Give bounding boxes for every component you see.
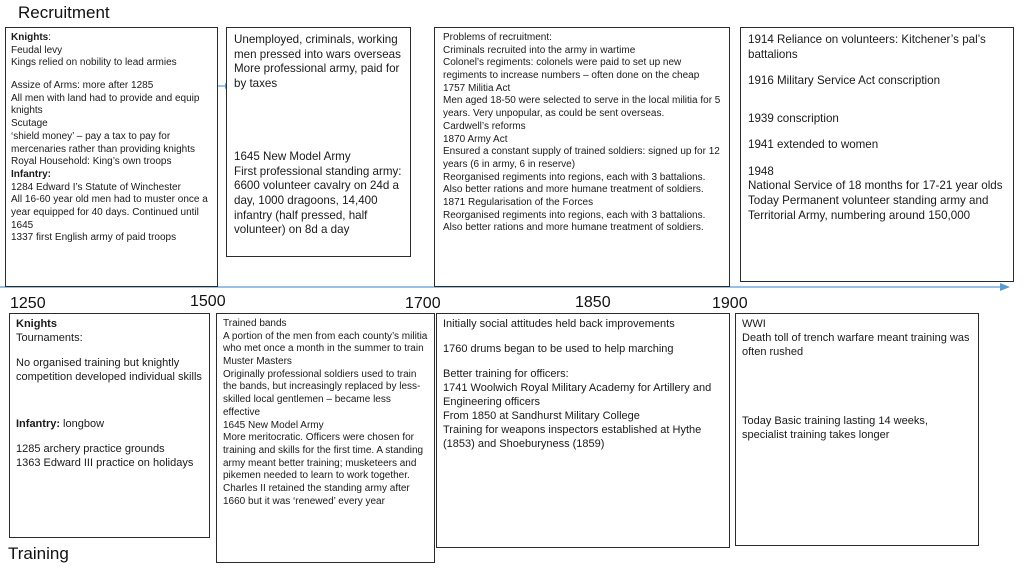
text-line: 1757 Militia Act xyxy=(443,82,511,94)
text-line: Men aged 18-50 were selected to serve in the local militia for 5 years. Very unpopular, as could be sent overseas. xyxy=(443,95,721,120)
text-line: 1914 Reliance on volunteers: Kitchener’s pal’s battalions xyxy=(748,33,986,61)
text-line: Initially social attitudes held back improvements xyxy=(443,318,675,330)
text-line: ‘shield money’ – pay a tax to pay for mercenaries rather than providing knights xyxy=(11,130,195,155)
text-line: First professional standing army: 6600 volunteer cavalry on 24d a day, 1000 dragoons, 14,400 infantry (half pressed, half volunteer) on 8d a day xyxy=(234,164,402,237)
text-line: 1285 archery practice grounds xyxy=(16,442,165,455)
text-line: Tournaments: xyxy=(16,331,83,344)
text-line: Better training for officers: xyxy=(443,367,569,380)
year-label-1850: 1850 xyxy=(575,294,611,311)
text-line: From 1850 at Sandhurst Military College xyxy=(443,409,640,422)
text-line: Trained bands xyxy=(223,318,287,329)
text-line: 1645 New Model Army xyxy=(234,149,351,163)
recruitment-box-medieval: Knights: Feudal levy Kings relied on nobility to lead armies Assize of Arms: more after 1285 All men with land had to provide and equip knights Scutage ‘shield money’ – pay a tax to pay for mercenaries rather than providing knights Royal Household: King’s own troops Infantry: 1284 Edward I’s Statute of Winchester All 16-60 year old men had to muster once a year equipped for 40 days. Continued until 1645 1337 first English army of paid troops xyxy=(5,27,218,287)
text-line: Problems of recruitment: xyxy=(443,32,552,43)
year-label-1500: 1500 xyxy=(190,293,226,310)
knights-heading: Knights xyxy=(11,32,49,43)
training-title: Training xyxy=(8,544,69,563)
text-line: 1337 first English army of paid troops xyxy=(11,232,177,244)
year-label-1900: 1900 xyxy=(712,295,748,312)
recruitment-box-modern xyxy=(740,27,1014,282)
text-line: 1284 Edward I’s Statute of Winchester xyxy=(11,181,181,193)
text-line: Death toll of trench warfare meant training was often rushed xyxy=(742,331,970,358)
infantry-heading: Infantry: xyxy=(11,168,51,180)
training-box-medieval: Knights Tournaments: No organised training but knightly competition developed individual skills Infantry: longbow 1285 archery practice grounds 1363 Edward III practice on holidays xyxy=(9,313,210,538)
text-line: Colonel’s regiments: colonels were paid to set up new regiments to increase numbers – often done on the cheap xyxy=(443,57,700,82)
text-line: 1939 conscription xyxy=(748,111,839,125)
text-line: WWI xyxy=(742,318,766,330)
text-line: Muster Masters xyxy=(223,356,292,368)
text-line: Reorganised regiments into regions, each with 3 battalions. Also better rations and more humane treatment of soldiers. xyxy=(443,209,706,234)
training-box-1500-1700 xyxy=(216,313,435,563)
text-line: Scutage xyxy=(11,118,48,130)
infantry-heading: Infantry: xyxy=(16,417,60,430)
knights-heading: Knights xyxy=(16,318,57,330)
text-line: No organised training but knightly competition developed individual skills xyxy=(16,356,202,383)
text-line: Ensured a constant supply of trained soldiers: signed up for 12 years (6 in army, 6 in reserve) xyxy=(443,146,720,170)
text-line: Royal Household: King’s own troops xyxy=(11,156,172,168)
timeline-arrowhead xyxy=(1000,283,1010,291)
text-line: Assize of Arms: more after 1285 xyxy=(11,80,154,92)
training-box-modern xyxy=(735,313,979,546)
text-line: Kings relied on nobility to lead armies xyxy=(11,57,177,69)
text-line: Today Permanent volunteer standing army and Territorial Army, numbering around 150,000 xyxy=(748,194,989,222)
text-line: 1760 drums began to be used to help marching xyxy=(443,342,674,355)
text-line: Criminals recruited into the army in wartime xyxy=(443,44,636,56)
training-box-1700-1900 xyxy=(436,313,730,548)
year-label-1250: 1250 xyxy=(10,295,46,312)
text-line: 1941 extended to women xyxy=(748,138,879,152)
text-line: 1645 New Model Army xyxy=(223,419,324,431)
text-line: 1871 Regularisation of the Forces xyxy=(443,196,594,208)
text-line: 1870 Army Act xyxy=(443,133,508,145)
text-line: A portion of the men from each county’s militia who met once a month in the summer to train xyxy=(223,330,428,355)
text-line: 1916 Military Service Act conscription xyxy=(748,74,941,88)
text-line: Charles II retained the standing army after 1660 but it was ‘renewed’ every year xyxy=(223,482,410,507)
text-line: National Service of 18 months for 17-21 year olds xyxy=(748,179,1003,193)
text-line: Today Basic training lasting 14 weeks, specialist training takes longer xyxy=(742,414,928,441)
text-line: Unemployed, criminals, working men pressed into wars overseas xyxy=(234,33,401,61)
text-line: Originally professional soldiers used to train the bands, but increasingly replaced by less-skilled local gentlemen – became less effective xyxy=(223,368,421,418)
text-line: More professional army, paid for by taxes xyxy=(234,62,400,91)
text-line: 1363 Edward III practice on holidays xyxy=(16,456,194,469)
text-line: All men with land had to provide and equip knights xyxy=(11,92,200,117)
recruitment-title: Recruitment xyxy=(18,3,110,22)
text-line: More meritocratic. Officers were chosen for training and skills for the first time. A standing army meant better training; musketeers and pikemen needed to learn to work together. xyxy=(223,432,424,482)
text-line: Feudal levy xyxy=(11,44,63,56)
text-line: 1948 xyxy=(748,164,774,178)
text-line: Reorganised regiments into regions, each with 3 battalions. Also better rations and more humane treatment of soldiers. xyxy=(443,171,706,196)
recruitment-box-1500-1700 xyxy=(226,27,411,257)
text-line: Cardwell’s reforms xyxy=(443,120,526,132)
text-line: Training for weapons inspectors established at Hythe (1853) and Shoeburyness (1859) xyxy=(443,423,702,450)
year-label-1700: 1700 xyxy=(405,295,441,312)
recruitment-box-1700-1900 xyxy=(434,27,730,287)
text-line: 1741 Woolwich Royal Military Academy for Artillery and Engineering officers xyxy=(443,381,712,408)
text-line: All 16-60 year old men had to muster once a year equipped for 40 days. Continued until 1645 xyxy=(11,194,208,231)
